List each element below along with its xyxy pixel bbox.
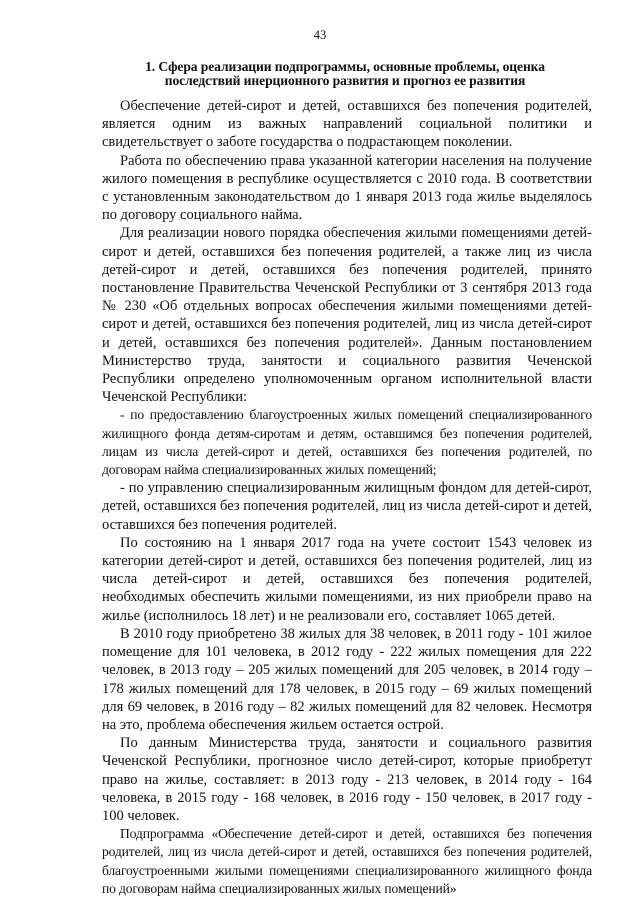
list-item-housing-management: - по управлению специализированным жилищным фондом для детей-сирот, детей, оставшихся без попечения родителей, лиц из числа детей-сирот и детей, оставшихся без попечения родителей.: [102, 480, 592, 533]
paragraph-acquisitions-by-year: В 2010 году приобретено 38 жилых для 38 человек, в 2011 году - 101 жилое помещение для 101 человека, в 2012 году - 222 жилых помещения для 222 человек, в 2013 году – 205 жилых помещений для 205 человек, в 2014 году –178 жилых помещений для 178 человек, в 2015 году – 69 жилых помещений для 69 человек, в 2016 году – 82 жилых помещений для 82 человек. Несмотря на это, проблема обеспечения жильем остается острой.: [102, 625, 592, 733]
paragraph-intro: Обеспечение детей-сирот и детей, оставшихся без попечения родителей, является одним из важных направлений социальной политики и свидетельствует о заботе государства о подрастающем поколении.: [102, 98, 592, 151]
paragraph-registration-status: По состоянию на 1 января 2017 года на учете состоит 1543 человек из категории детей-сирот и детей, оставшихся без попечения родителей, лиц из числа детей-сирот и детей, оставшихся без попечения родителей, необходимых обеспечить жилыми помещениями, из них приобрели право на жилье (исполнилось 18 лет) и не реализовали его, составляет 1065 детей.: [102, 534, 592, 624]
section-heading: 1. Сфера реализации подпрограммы, основные проблемы, оценка последствий инерционного развития и прогноз ее развития: [145, 59, 545, 88]
paragraph-government-decree: Для реализации нового порядка обеспечения жилыми помещениями детей-сирот и детей, оставшихся без попечения родителей, а также лиц из числа детей-сирот и детей, оставшихся без попечения родителей, принято постановление Правительства Чеченской Республики от 3 сентября 2013 года № 230 «Об отдельных вопросах обеспечения жилыми помещениями детей-сирот и детей, оставшихся без попечения родителей, лиц из числа детей-сирот и детей, оставшихся без попечения родителей». Данным постановлением Министерство труда, занятости и социального развития Чеченской Республики определено уполномоченным органом исполнительной власти Чеченской Республики:: [102, 225, 592, 406]
list-item-housing-provision: - по предоставлению благоустроенных жилых помещений специализированного жилищного фонда детям-сиротам и детям, оставшимся без попечения родителей, лицам из числа детей-сирот и детей, оставшихся без попечения родителей, по договорам найма специализированных жилых помещений;: [102, 407, 592, 478]
paragraph-forecast: По данным Министерства труда, занятости и социального развития Чеченской Республики, прогнозное число детей-сирот, которые приобретут право на жилье, составляет: в 2013 году - 213 человек, в 2014 году - 164 человека, в 2015 году - 168 человек, в 2016 году - 150 человек, в 2017 году - 100 человек.: [102, 735, 592, 824]
paragraph-subprogram: Подпрограмма «Обеспечение детей-сирот и детей, оставшихся без попечения родителей, лиц из числа детей-сирот и детей, оставшихся без попечения родителей, благоустроенными жилыми помещениями специализированного жилищного фонда по договорам найма специализированных жилых помещений»: [102, 826, 592, 896]
page-number: 43: [313, 28, 327, 42]
paragraph-housing-since-2010: Работа по обеспечению права указанной категории населения на получение жилого помещения в республике осуществляется с 2010 года. В соответствии с установленным законодательством до 1 января 2013 года жилье выделялось по договору социального найма.: [102, 152, 592, 224]
body-text: [102, 97, 592, 898]
